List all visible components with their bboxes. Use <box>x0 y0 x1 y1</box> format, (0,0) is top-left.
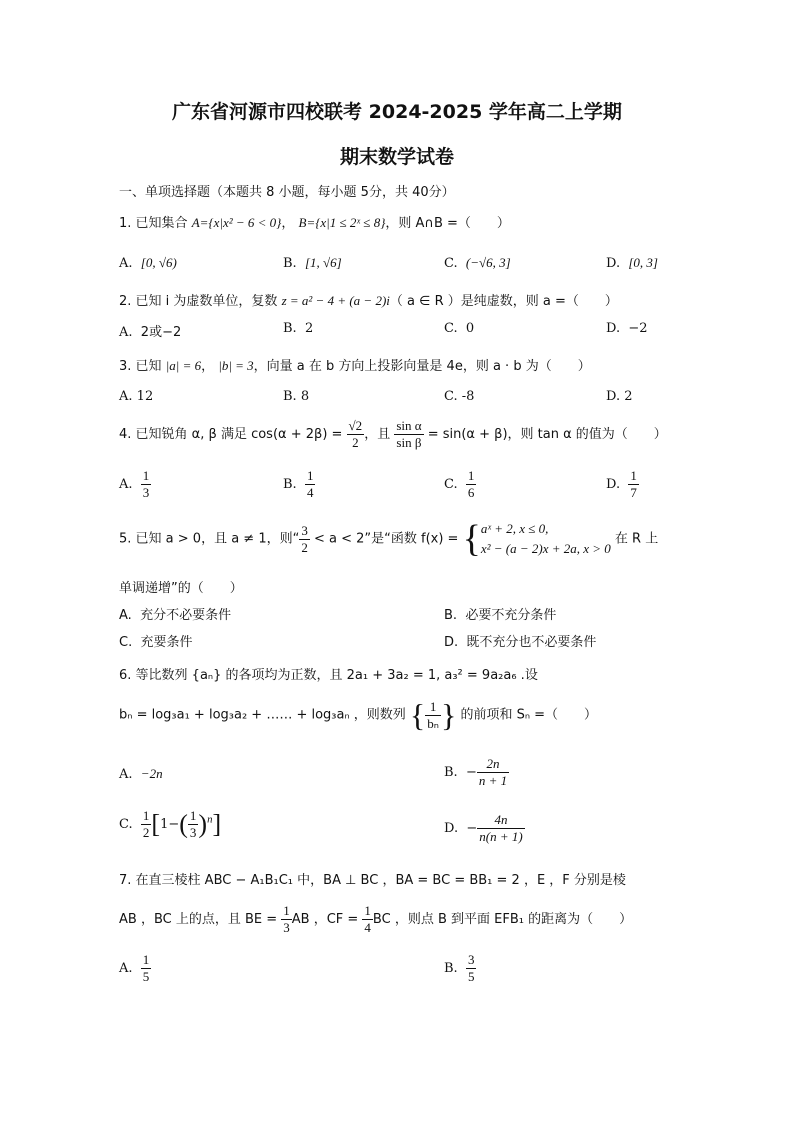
q7-text-d: BC ，则点 B 到平面 EFB₁ 的距离为（ ） <box>372 912 633 927</box>
option-text: 2 <box>624 389 633 404</box>
q1-option-b[interactable] <box>283 255 342 271</box>
option-text: 既不充分也不必要条件 <box>466 635 597 650</box>
bracket-right: ] <box>212 809 222 839</box>
q3-norm-a: |a| = 6 <box>165 358 202 373</box>
option-label: B. <box>444 765 458 780</box>
q2-number: 2. <box>119 294 132 309</box>
q1-sep: ， <box>281 216 299 231</box>
q6-text-c: 的前项和 Sₙ =（ ） <box>456 707 598 723</box>
q1-option-c[interactable] <box>444 255 511 271</box>
option-label: A. <box>119 389 133 404</box>
q5-option-d[interactable] <box>444 631 596 650</box>
q4-fraction-sin-ratio <box>394 418 423 451</box>
q5-text-b: < a < 2”是“函数 f(x) = <box>309 531 463 547</box>
q5-fraction-3-over-2 <box>299 523 310 556</box>
q7-option-b[interactable] <box>444 952 476 985</box>
q7-text-c: AB ，CF = <box>291 912 363 927</box>
q2-option-b[interactable] <box>283 321 313 336</box>
case-1: aˣ + 2, x ≤ 0, <box>480 521 549 536</box>
question-4 <box>119 418 667 451</box>
set-brace-left: { <box>409 697 426 733</box>
q1-number: 1. <box>119 216 132 231</box>
q7-number: 7. <box>119 873 132 888</box>
option-label: B. <box>444 608 458 623</box>
q3-norm-b: |b| = 3 <box>218 358 254 373</box>
numerator: 4n <box>477 812 524 829</box>
option-fraction-half <box>141 808 152 841</box>
denominator: 5 <box>142 969 150 984</box>
q5-text-a: 已知 a > 0，且 a ≠ 1，则“ <box>135 531 300 547</box>
option-text: [1, √6] <box>304 255 342 270</box>
option-fraction <box>477 756 509 789</box>
q5-number: 5. <box>119 531 132 547</box>
option-label: A. <box>119 961 133 976</box>
q2-option-a[interactable] <box>119 321 181 340</box>
numerator: 3 <box>301 522 308 538</box>
question-7 <box>119 869 626 888</box>
option-text: 充分不必要条件 <box>140 608 232 623</box>
denominator: 2 <box>301 539 308 555</box>
denominator: 3 <box>142 485 150 500</box>
denominator: n(n + 1) <box>479 829 523 844</box>
q6-option-d[interactable] <box>444 812 525 845</box>
denominator: 7 <box>630 485 637 500</box>
denominator: 4 <box>364 920 371 935</box>
bracket-left: [ <box>151 809 161 839</box>
numerator: 3 <box>467 952 475 967</box>
option-text: −2 <box>628 321 648 336</box>
option-label: A. <box>119 608 132 623</box>
q1-set-a: A={x|x² − 6 < 0} <box>191 215 282 230</box>
question-1 <box>119 212 510 231</box>
case-2: x² − (a − 2)x + 2a, x > 0 <box>480 541 611 556</box>
numerator: 1 <box>364 903 371 918</box>
numerator: 2n <box>477 756 509 773</box>
option-label: C. <box>444 389 458 404</box>
question-3 <box>119 355 591 374</box>
q5-text-continued: 单调递增”的（ ） <box>119 581 243 596</box>
option-label: C. <box>444 256 458 271</box>
option-label: B. <box>283 256 297 271</box>
denominator: 5 <box>467 969 475 984</box>
option-text: (−√6, 3] <box>465 255 511 270</box>
q3-option-a[interactable] <box>119 389 153 404</box>
q4-option-b[interactable] <box>283 468 315 501</box>
minus-sign: − <box>466 821 478 836</box>
option-fraction <box>305 468 316 501</box>
option-text: 12 <box>136 389 154 404</box>
numerator: √2 <box>348 418 363 433</box>
q5-text-c: 在 R 上 <box>610 531 659 547</box>
option-fraction <box>466 468 477 501</box>
q5-option-c[interactable] <box>119 631 193 650</box>
q4-text-a: 已知锐角 α, β 满足 cos(α + 2β) = <box>135 427 347 442</box>
numerator: 1 <box>142 468 150 483</box>
q6-text-a: 等比数列 {aₙ} 的各项均为正数，且 2a₁ + 3a₂ = 1, a₃² = 9a₂a₆ .设 <box>135 668 538 683</box>
q7-text-a: 在直三棱柱 ABC − A₁B₁C₁ 中，BA ⊥ BC ，BA = BC = BB₁ = 2 ，E ，F 分别是棱 <box>135 873 626 888</box>
option-label: D. <box>444 821 459 836</box>
q4-text-b: ，且 <box>364 427 395 442</box>
option-text: 充要条件 <box>140 635 193 650</box>
question-2 <box>119 290 618 309</box>
numerator: 1 <box>306 468 314 483</box>
option-text: 2或−2 <box>140 325 182 340</box>
q6-option-b[interactable] <box>444 756 509 789</box>
denominator: 3 <box>283 920 290 935</box>
q4-option-c[interactable] <box>444 468 476 501</box>
q6-option-c[interactable]: C. $\frac{1}{2}$ [1−( $\frac{1}{3}$ )$^n$] <box>119 808 222 840</box>
option-text: −2n <box>140 766 163 781</box>
option-fraction <box>141 468 152 501</box>
option-fraction <box>141 952 152 985</box>
q5-option-a[interactable] <box>119 604 231 623</box>
q2-option-c[interactable] <box>444 321 474 336</box>
option-label: B. <box>283 321 297 336</box>
option-label: D. <box>606 389 621 404</box>
numerator: 1 <box>142 952 150 967</box>
q2-complex: z = a² − 4 + (a − 2)i <box>281 293 390 308</box>
option-label: C. <box>444 321 458 336</box>
q1-option-a[interactable] <box>119 255 177 271</box>
numerator: 1 <box>142 808 150 823</box>
q3-number: 3. <box>119 359 132 374</box>
option-label: A. <box>119 325 133 340</box>
q2-text-a: 已知 i 为虚数单位，复数 <box>135 294 282 309</box>
q4-number: 4. <box>119 427 132 442</box>
denominator: 4 <box>306 485 314 500</box>
option-label: C. <box>119 635 133 650</box>
numerator: 1 <box>189 808 197 823</box>
option-label: D. <box>606 321 621 336</box>
q7-text-b: AB ，BC 上的点，且 BE = <box>119 912 282 927</box>
q4-text-c: = sin(α + β)，则 tan α 的值为（ ） <box>423 427 667 442</box>
piecewise-cases <box>481 519 611 559</box>
paren-left: ( <box>179 809 188 839</box>
q2-text-b: （ a ∈ R ）是纯虚数，则 a =（ ） <box>389 294 618 309</box>
denominator: 2 <box>142 825 150 840</box>
exam-title-line2: 期末数学试卷 <box>339 146 454 168</box>
option-label: D. <box>444 635 459 650</box>
option-label: D. <box>606 256 621 271</box>
q4-fraction-sqrt2-over-2 <box>347 418 365 451</box>
denominator: 3 <box>189 825 197 840</box>
q6-option-a[interactable] <box>119 766 163 782</box>
numerator: 1 <box>630 468 637 483</box>
q6-number: 6. <box>119 668 132 683</box>
section-header-single-choice: 一、单项选择题（本题共 8 小题，每小题 5分，共 40分） <box>119 185 455 200</box>
q7-line-2 <box>119 903 632 936</box>
option-text: 0 <box>465 321 475 336</box>
q5-option-b[interactable] <box>444 604 556 623</box>
question-6 <box>119 664 538 683</box>
q1-text-b: ，则 A∩B =（ ） <box>385 216 510 231</box>
option-text: 必要不充分条件 <box>465 608 557 623</box>
denominator: bₙ <box>427 715 439 731</box>
option-text: 2 <box>304 321 314 336</box>
option-label: C. <box>444 477 458 492</box>
denominator: n + 1 <box>478 773 508 788</box>
option-label: A. <box>119 767 133 782</box>
numerator: 1 <box>425 699 441 716</box>
q1-text-a: 已知集合 <box>135 216 192 231</box>
option-text: 8 <box>300 389 310 404</box>
option-text: -8 <box>461 389 475 404</box>
paren-right: ) <box>198 809 208 839</box>
q1-set-b: B={x|1 ≤ 2ˣ ≤ 8} <box>298 215 386 230</box>
q6-line-2 <box>119 696 597 734</box>
denominator: 2 <box>352 435 359 450</box>
q6-text-b: bₙ = log₃a₁ + log₃a₂ + …… + log₃aₙ ，则数列 <box>119 707 410 723</box>
piecewise-brace: { <box>462 518 481 560</box>
q4-option-a[interactable] <box>119 468 151 501</box>
q6-fraction-1-over-bn <box>425 699 441 732</box>
q3-option-b[interactable] <box>283 389 309 404</box>
numerator: sin α <box>396 418 422 433</box>
q2-option-d[interactable] <box>606 321 648 336</box>
q3-text-a: 已知 <box>135 359 166 374</box>
q1-option-d[interactable] <box>606 255 658 271</box>
option-label: D. <box>606 477 621 492</box>
option-fraction <box>466 952 477 985</box>
exponent: n <box>207 813 213 826</box>
q4-option-d[interactable] <box>606 468 639 501</box>
set-brace-right: } <box>440 697 457 733</box>
exam-title-line1: 广东省河源市四校联考 2024-2025 学年高二上学期 <box>172 101 622 123</box>
option-label: B. <box>283 477 297 492</box>
option-label: C. <box>119 817 133 832</box>
numerator: 1 <box>467 468 475 483</box>
q3-option-d[interactable] <box>606 389 633 404</box>
denominator: 6 <box>467 485 475 500</box>
question-5 <box>119 519 658 559</box>
option-fraction <box>628 468 639 501</box>
option-label: B. <box>283 389 297 404</box>
minus-sign: − <box>465 765 477 780</box>
option-label: B. <box>444 961 458 976</box>
option-fraction <box>477 812 524 845</box>
option-text: [0, √6) <box>140 255 177 270</box>
option-label: A. <box>119 256 133 271</box>
option-label: A. <box>119 477 133 492</box>
q3-sep: ， <box>201 359 219 374</box>
q7-fraction-one-third <box>281 903 292 936</box>
q3-option-c[interactable] <box>444 389 474 404</box>
q7-option-a[interactable] <box>119 952 151 985</box>
denominator: sin β <box>396 435 422 450</box>
numerator: 1 <box>283 903 290 918</box>
q3-text-b: ，向量 a 在 b 方向上投影向量是 4e，则 a · b 为（ ） <box>253 359 591 374</box>
option-text: [0, 3] <box>628 255 658 270</box>
option-fraction-third <box>188 808 199 841</box>
q7-fraction-one-fourth <box>362 903 373 936</box>
